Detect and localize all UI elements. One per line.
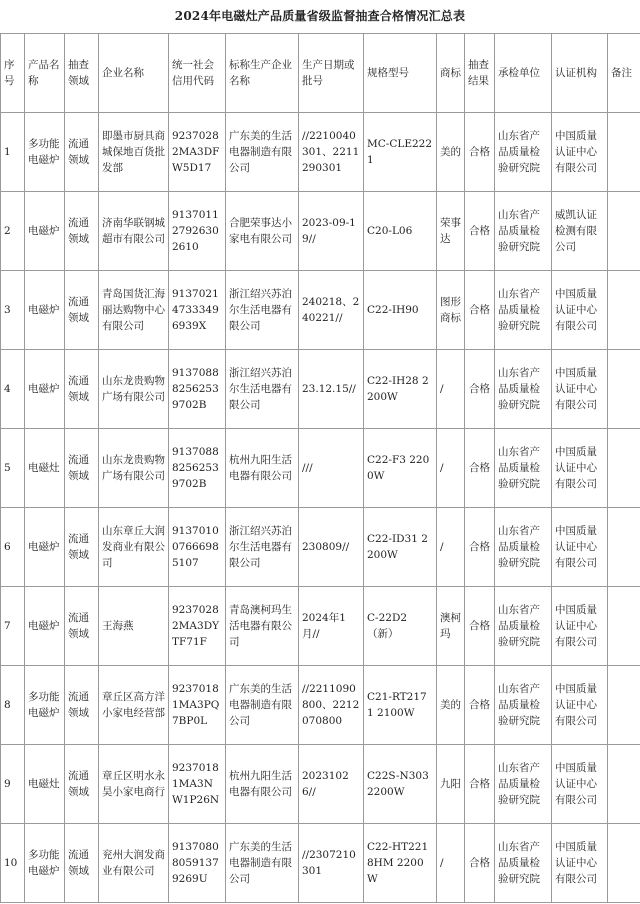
cell-cert-body: 中国质量认证中心有限公司 bbox=[552, 113, 608, 192]
table-row bbox=[1, 587, 640, 666]
header-col-product-name: 产品名称 bbox=[25, 34, 65, 113]
cell-result: 合格 bbox=[465, 587, 495, 666]
cell-manufacturer: 浙江绍兴苏泊尔生活电器有限公司 bbox=[226, 271, 299, 350]
cell-sampling-field: 流通领域 bbox=[65, 587, 99, 666]
cell-company-name: 山东章丘大润发商业有限公司 bbox=[99, 508, 169, 587]
header-col-result: 抽查结果 bbox=[465, 34, 495, 113]
cell-batch: 2024年1月// bbox=[299, 587, 364, 666]
cell-company-name: 兖州大润发商业有限公司 bbox=[99, 824, 169, 903]
cell-index: 1 bbox=[1, 113, 25, 192]
cell-product-name: 多功能电磁炉 bbox=[25, 824, 65, 903]
results-table bbox=[0, 33, 640, 903]
cell-product-name: 电磁灶 bbox=[25, 745, 65, 824]
table-row bbox=[1, 113, 640, 192]
cell-remarks bbox=[608, 350, 640, 429]
cell-cert-body: 中国质量认证中心有限公司 bbox=[552, 587, 608, 666]
cell-model: C22-IH28 2200W bbox=[364, 350, 437, 429]
table-row bbox=[1, 508, 640, 587]
header-col-sampling-field: 抽查领域 bbox=[65, 34, 99, 113]
cell-manufacturer: 青岛澳柯玛生活电器有限公司 bbox=[226, 587, 299, 666]
cell-manufacturer: 杭州九阳生活电器有限公司 bbox=[226, 745, 299, 824]
cell-product-name: 多功能电磁炉 bbox=[25, 666, 65, 745]
cell-cert-body: 中国质量认证中心有限公司 bbox=[552, 508, 608, 587]
cell-credit-code: 913701127926302610 bbox=[169, 192, 226, 271]
table-row bbox=[1, 271, 640, 350]
cell-sampling-field: 流通领域 bbox=[65, 508, 99, 587]
cell-testing-unit: 山东省产品质量检验研究院 bbox=[495, 113, 552, 192]
table-header-row bbox=[1, 34, 640, 113]
cell-cert-body: 中国质量认证中心有限公司 bbox=[552, 271, 608, 350]
table-row bbox=[1, 666, 640, 745]
cell-company-name: 即墨市厨具商城保地百货批发部 bbox=[99, 113, 169, 192]
cell-product-name: 电磁炉 bbox=[25, 271, 65, 350]
cell-result: 合格 bbox=[465, 666, 495, 745]
cell-index: 8 bbox=[1, 666, 25, 745]
cell-model: C22-IH90 bbox=[364, 271, 437, 350]
cell-credit-code: 92370181MA3PQ7BP0L bbox=[169, 666, 226, 745]
header-col-cert-body: 认证机构 bbox=[552, 34, 608, 113]
cell-product-name: 电磁炉 bbox=[25, 192, 65, 271]
cell-company-name: 山东龙贵购物广场有限公司 bbox=[99, 429, 169, 508]
cell-model: C-22D2（新） bbox=[364, 587, 437, 666]
cell-brand: 澳柯玛 bbox=[437, 587, 465, 666]
cell-company-name: 王海燕 bbox=[99, 587, 169, 666]
cell-batch: 20231026// bbox=[299, 745, 364, 824]
cell-manufacturer: 杭州九阳生活电器有限公司 bbox=[226, 429, 299, 508]
cell-credit-code: 913702147333496939X bbox=[169, 271, 226, 350]
table-row bbox=[1, 429, 640, 508]
cell-manufacturer: 广东美的生活电器制造有限公司 bbox=[226, 113, 299, 192]
cell-index: 2 bbox=[1, 192, 25, 271]
cell-testing-unit: 山东省产品质量检验研究院 bbox=[495, 587, 552, 666]
cell-company-name: 济南华联钢城超市有限公司 bbox=[99, 192, 169, 271]
cell-sampling-field: 流通领域 bbox=[65, 666, 99, 745]
header-col-testing-unit: 承检单位 bbox=[495, 34, 552, 113]
cell-testing-unit: 山东省产品质量检验研究院 bbox=[495, 350, 552, 429]
cell-index: 7 bbox=[1, 587, 25, 666]
cell-remarks bbox=[608, 824, 640, 903]
cell-manufacturer: 广东美的生活电器制造有限公司 bbox=[226, 824, 299, 903]
cell-brand: / bbox=[437, 824, 465, 903]
cell-result: 合格 bbox=[465, 824, 495, 903]
cell-credit-code: 92370181MA3NW1P26N bbox=[169, 745, 226, 824]
cell-company-name: 章丘区明水永昊小家电商行 bbox=[99, 745, 169, 824]
cell-sampling-field: 流通领域 bbox=[65, 745, 99, 824]
cell-brand: 美的 bbox=[437, 113, 465, 192]
cell-result: 合格 bbox=[465, 350, 495, 429]
cell-product-name: 电磁炉 bbox=[25, 587, 65, 666]
cell-batch: /// bbox=[299, 429, 364, 508]
cell-remarks bbox=[608, 508, 640, 587]
cell-batch: 23.12.15// bbox=[299, 350, 364, 429]
cell-model: C21-RT2171 2100W bbox=[364, 666, 437, 745]
cell-credit-code: 913708080591379269U bbox=[169, 824, 226, 903]
cell-cert-body: 中国质量认证中心有限公司 bbox=[552, 745, 608, 824]
cell-index: 5 bbox=[1, 429, 25, 508]
cell-cert-body: 中国质量认证中心有限公司 bbox=[552, 429, 608, 508]
cell-cert-body: 中国质量认证中心有限公司 bbox=[552, 350, 608, 429]
cell-product-name: 电磁炉 bbox=[25, 350, 65, 429]
cell-brand: 美的 bbox=[437, 666, 465, 745]
cell-brand: / bbox=[437, 429, 465, 508]
header-col-model: 规格型号 bbox=[364, 34, 437, 113]
table-row bbox=[1, 192, 640, 271]
cell-batch: 230809// bbox=[299, 508, 364, 587]
cell-testing-unit: 山东省产品质量检验研究院 bbox=[495, 429, 552, 508]
cell-index: 9 bbox=[1, 745, 25, 824]
cell-result: 合格 bbox=[465, 192, 495, 271]
cell-cert-body: 中国质量认证中心有限公司 bbox=[552, 824, 608, 903]
cell-credit-code: 92370282MA3DYTF71F bbox=[169, 587, 226, 666]
cell-index: 4 bbox=[1, 350, 25, 429]
cell-cert-body: 威凯认证检测有限公司 bbox=[552, 192, 608, 271]
cell-batch: //2307210301 bbox=[299, 824, 364, 903]
cell-remarks bbox=[608, 192, 640, 271]
cell-testing-unit: 山东省产品质量检验研究院 bbox=[495, 666, 552, 745]
cell-remarks bbox=[608, 587, 640, 666]
cell-testing-unit: 山东省产品质量检验研究院 bbox=[495, 271, 552, 350]
header-col-brand: 商标 bbox=[437, 34, 465, 113]
cell-credit-code: 92370282MA3DFW5D17 bbox=[169, 113, 226, 192]
header-col-credit-code: 统一社会信用代码 bbox=[169, 34, 226, 113]
cell-credit-code: 913708882562539702B bbox=[169, 350, 226, 429]
cell-brand: 荣事达 bbox=[437, 192, 465, 271]
cell-result: 合格 bbox=[465, 271, 495, 350]
cell-batch: //2210040301、2211290301 bbox=[299, 113, 364, 192]
cell-batch: 240218、240221// bbox=[299, 271, 364, 350]
cell-manufacturer: 合肥荣事达小家电有限公司 bbox=[226, 192, 299, 271]
header-col-company-name: 企业名称 bbox=[99, 34, 169, 113]
header-col-manufacturer: 标称生产企业名称 bbox=[226, 34, 299, 113]
cell-batch: 2023-09-19// bbox=[299, 192, 364, 271]
cell-remarks bbox=[608, 745, 640, 824]
cell-model: C20-L06 bbox=[364, 192, 437, 271]
cell-testing-unit: 山东省产品质量检验研究院 bbox=[495, 192, 552, 271]
cell-testing-unit: 山东省产品质量检验研究院 bbox=[495, 508, 552, 587]
header-col-batch: 生产日期或批号 bbox=[299, 34, 364, 113]
cell-credit-code: 913701007666985107 bbox=[169, 508, 226, 587]
cell-index: 10 bbox=[1, 824, 25, 903]
cell-result: 合格 bbox=[465, 745, 495, 824]
cell-brand: / bbox=[437, 350, 465, 429]
cell-product-name: 多功能电磁炉 bbox=[25, 113, 65, 192]
cell-brand: 九阳 bbox=[437, 745, 465, 824]
cell-model: C22-F3 2200W bbox=[364, 429, 437, 508]
cell-batch: //2211090800、2212070800 bbox=[299, 666, 364, 745]
cell-index: 3 bbox=[1, 271, 25, 350]
cell-testing-unit: 山东省产品质量检验研究院 bbox=[495, 824, 552, 903]
cell-sampling-field: 流通领域 bbox=[65, 192, 99, 271]
cell-company-name: 青岛国货汇海丽达购物中心有限公司 bbox=[99, 271, 169, 350]
cell-product-name: 电磁灶 bbox=[25, 429, 65, 508]
cell-remarks bbox=[608, 666, 640, 745]
cell-manufacturer: 浙江绍兴苏泊尔生活电器有限公司 bbox=[226, 350, 299, 429]
cell-remarks bbox=[608, 271, 640, 350]
cell-sampling-field: 流通领域 bbox=[65, 350, 99, 429]
table-row bbox=[1, 350, 640, 429]
cell-sampling-field: 流通领域 bbox=[65, 429, 99, 508]
cell-model: C22S-N3032200W bbox=[364, 745, 437, 824]
cell-result: 合格 bbox=[465, 508, 495, 587]
cell-model: C22-HT2218HM 2200W bbox=[364, 824, 437, 903]
cell-result: 合格 bbox=[465, 429, 495, 508]
cell-result: 合格 bbox=[465, 113, 495, 192]
table-row bbox=[1, 745, 640, 824]
cell-company-name: 山东龙贵购物广场有限公司 bbox=[99, 350, 169, 429]
cell-index: 6 bbox=[1, 508, 25, 587]
cell-cert-body: 中国质量认证中心有限公司 bbox=[552, 666, 608, 745]
cell-brand: 图形商标 bbox=[437, 271, 465, 350]
page-title: 2024年电磁灶产品质量省级监督抽查合格情况汇总表 bbox=[174, 9, 466, 23]
header-col-remarks: 备注 bbox=[608, 34, 640, 113]
cell-testing-unit: 山东省产品质量检验研究院 bbox=[495, 745, 552, 824]
header-col-index: 序号 bbox=[1, 34, 25, 113]
cell-manufacturer: 浙江绍兴苏泊尔生活电器有限公司 bbox=[226, 508, 299, 587]
cell-manufacturer: 广东美的生活电器制造有限公司 bbox=[226, 666, 299, 745]
cell-remarks bbox=[608, 429, 640, 508]
cell-sampling-field: 流通领域 bbox=[65, 824, 99, 903]
table-row bbox=[1, 824, 640, 903]
cell-product-name: 电磁炉 bbox=[25, 508, 65, 587]
cell-brand: / bbox=[437, 508, 465, 587]
cell-credit-code: 913708882562539702B bbox=[169, 429, 226, 508]
cell-model: C22-ID31 2200W bbox=[364, 508, 437, 587]
cell-remarks bbox=[608, 113, 640, 192]
cell-company-name: 章丘区高方洋小家电经营部 bbox=[99, 666, 169, 745]
cell-sampling-field: 流通领域 bbox=[65, 113, 99, 192]
cell-sampling-field: 流通领域 bbox=[65, 271, 99, 350]
cell-model: MC-CLE2221 bbox=[364, 113, 437, 192]
